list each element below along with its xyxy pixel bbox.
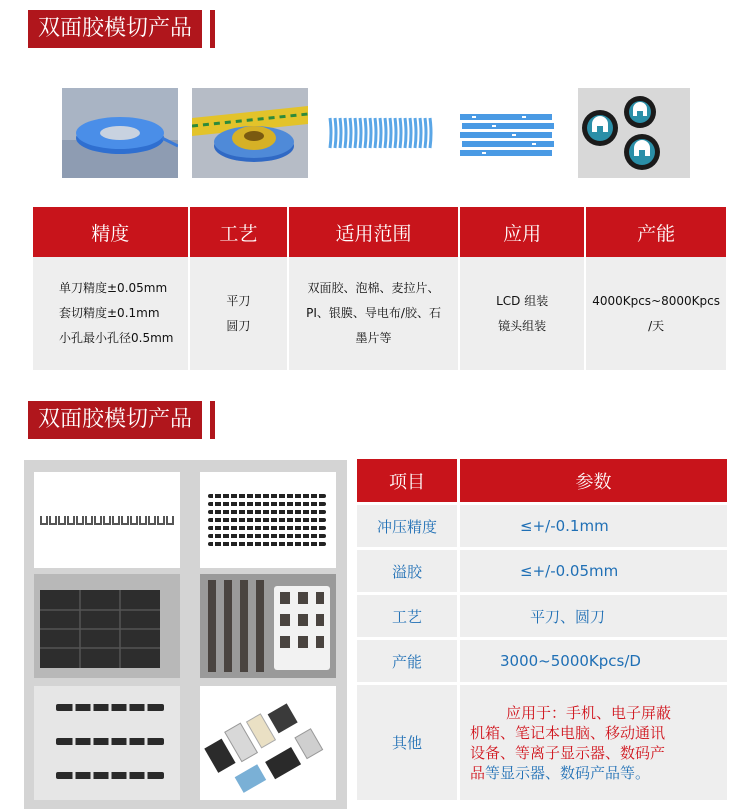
blue-tape-roll-icon (62, 88, 178, 178)
gasket-strips-icon (200, 574, 336, 678)
cell-scope (289, 257, 460, 370)
cell-precision (33, 257, 190, 370)
section-title-2-label: 双面胶模切产品 (28, 401, 202, 439)
table-row (357, 682, 727, 800)
precision-line: 单刀精度±0.05mm (59, 281, 168, 295)
other-line: 设备、等离子显示器、数码产 (470, 743, 666, 762)
section-title-2-bar (210, 401, 215, 439)
param-table (357, 459, 727, 800)
table-row (357, 637, 727, 682)
capacity-line: /天 (648, 318, 665, 333)
row-value: ≤+/-0.1mm (460, 502, 727, 547)
product-thumbnails (62, 88, 692, 180)
assorted-parts-icon (200, 686, 336, 800)
row-value: ≤+/-0.05mm (460, 547, 727, 592)
other-line: 机箱、笔记本电脑、移动通讯 (470, 723, 666, 742)
table-row (357, 547, 727, 592)
header-capacity: 产能 (586, 207, 726, 257)
section-title-1-bar (210, 10, 215, 48)
scope-line: PI、银膜、导电布/胶、石 (306, 306, 441, 320)
table-row (357, 592, 727, 637)
capacity-line: 4000Kpcs~8000Kpcs (592, 293, 720, 308)
black-pads-on-film-icon (34, 686, 180, 800)
other-line (470, 763, 713, 783)
row-key: 产能 (357, 637, 460, 682)
yellow-tape-roll-icon (192, 88, 308, 178)
row-key: 工艺 (357, 592, 460, 637)
dot-grid-icon (200, 472, 336, 568)
header-scope: 适用范围 (289, 207, 460, 257)
section-title-1 (28, 10, 215, 48)
row-key: 冲压精度 (357, 502, 460, 547)
blue-strips-icon (324, 88, 436, 178)
cell-process (190, 257, 289, 370)
table-row (357, 502, 727, 547)
process-line: 圆刀 (226, 318, 251, 333)
cell-application (460, 257, 586, 370)
row-key: 其他 (357, 682, 460, 800)
header-item: 项目 (357, 459, 460, 502)
precision-line: 小孔最小孔径0.5mm (59, 331, 174, 345)
row-value: 3000~5000Kpcs/D (460, 637, 727, 682)
header-application: 应用 (460, 207, 586, 257)
process-line: 平刀 (226, 293, 251, 308)
black-foam-pads-icon (34, 574, 180, 678)
round-labels-icon (578, 88, 690, 178)
row-value: 平刀、圆刀 (460, 592, 727, 637)
header-precision: 精度 (33, 207, 190, 257)
row-key: 溢胶 (357, 547, 460, 592)
spec-table (33, 207, 726, 370)
c-clips-icon (34, 472, 180, 568)
other-line: 应用于：手机、电子屏蔽 (506, 703, 672, 722)
blue-die-cut-sheet-icon (452, 88, 564, 178)
other-applications (460, 682, 727, 800)
application-line: 镜头组装 (498, 318, 547, 333)
precision-line: 套切精度±0.1mm (59, 306, 160, 320)
header-param: 参数 (460, 459, 727, 502)
scope-line: 墨片等 (355, 331, 392, 345)
product-photo-grid (24, 460, 347, 809)
section-title-2 (28, 401, 215, 439)
section-title-1-label: 双面胶模切产品 (28, 10, 202, 48)
header-process: 工艺 (190, 207, 289, 257)
cell-capacity (586, 257, 726, 370)
scope-line: 双面胶、泡棉、麦拉片、 (307, 281, 440, 295)
other-line-red: 品 (470, 763, 486, 782)
other-line-blue: 等显示器、数码产品等。 (485, 763, 651, 782)
application-line: LCD 组装 (496, 293, 549, 308)
